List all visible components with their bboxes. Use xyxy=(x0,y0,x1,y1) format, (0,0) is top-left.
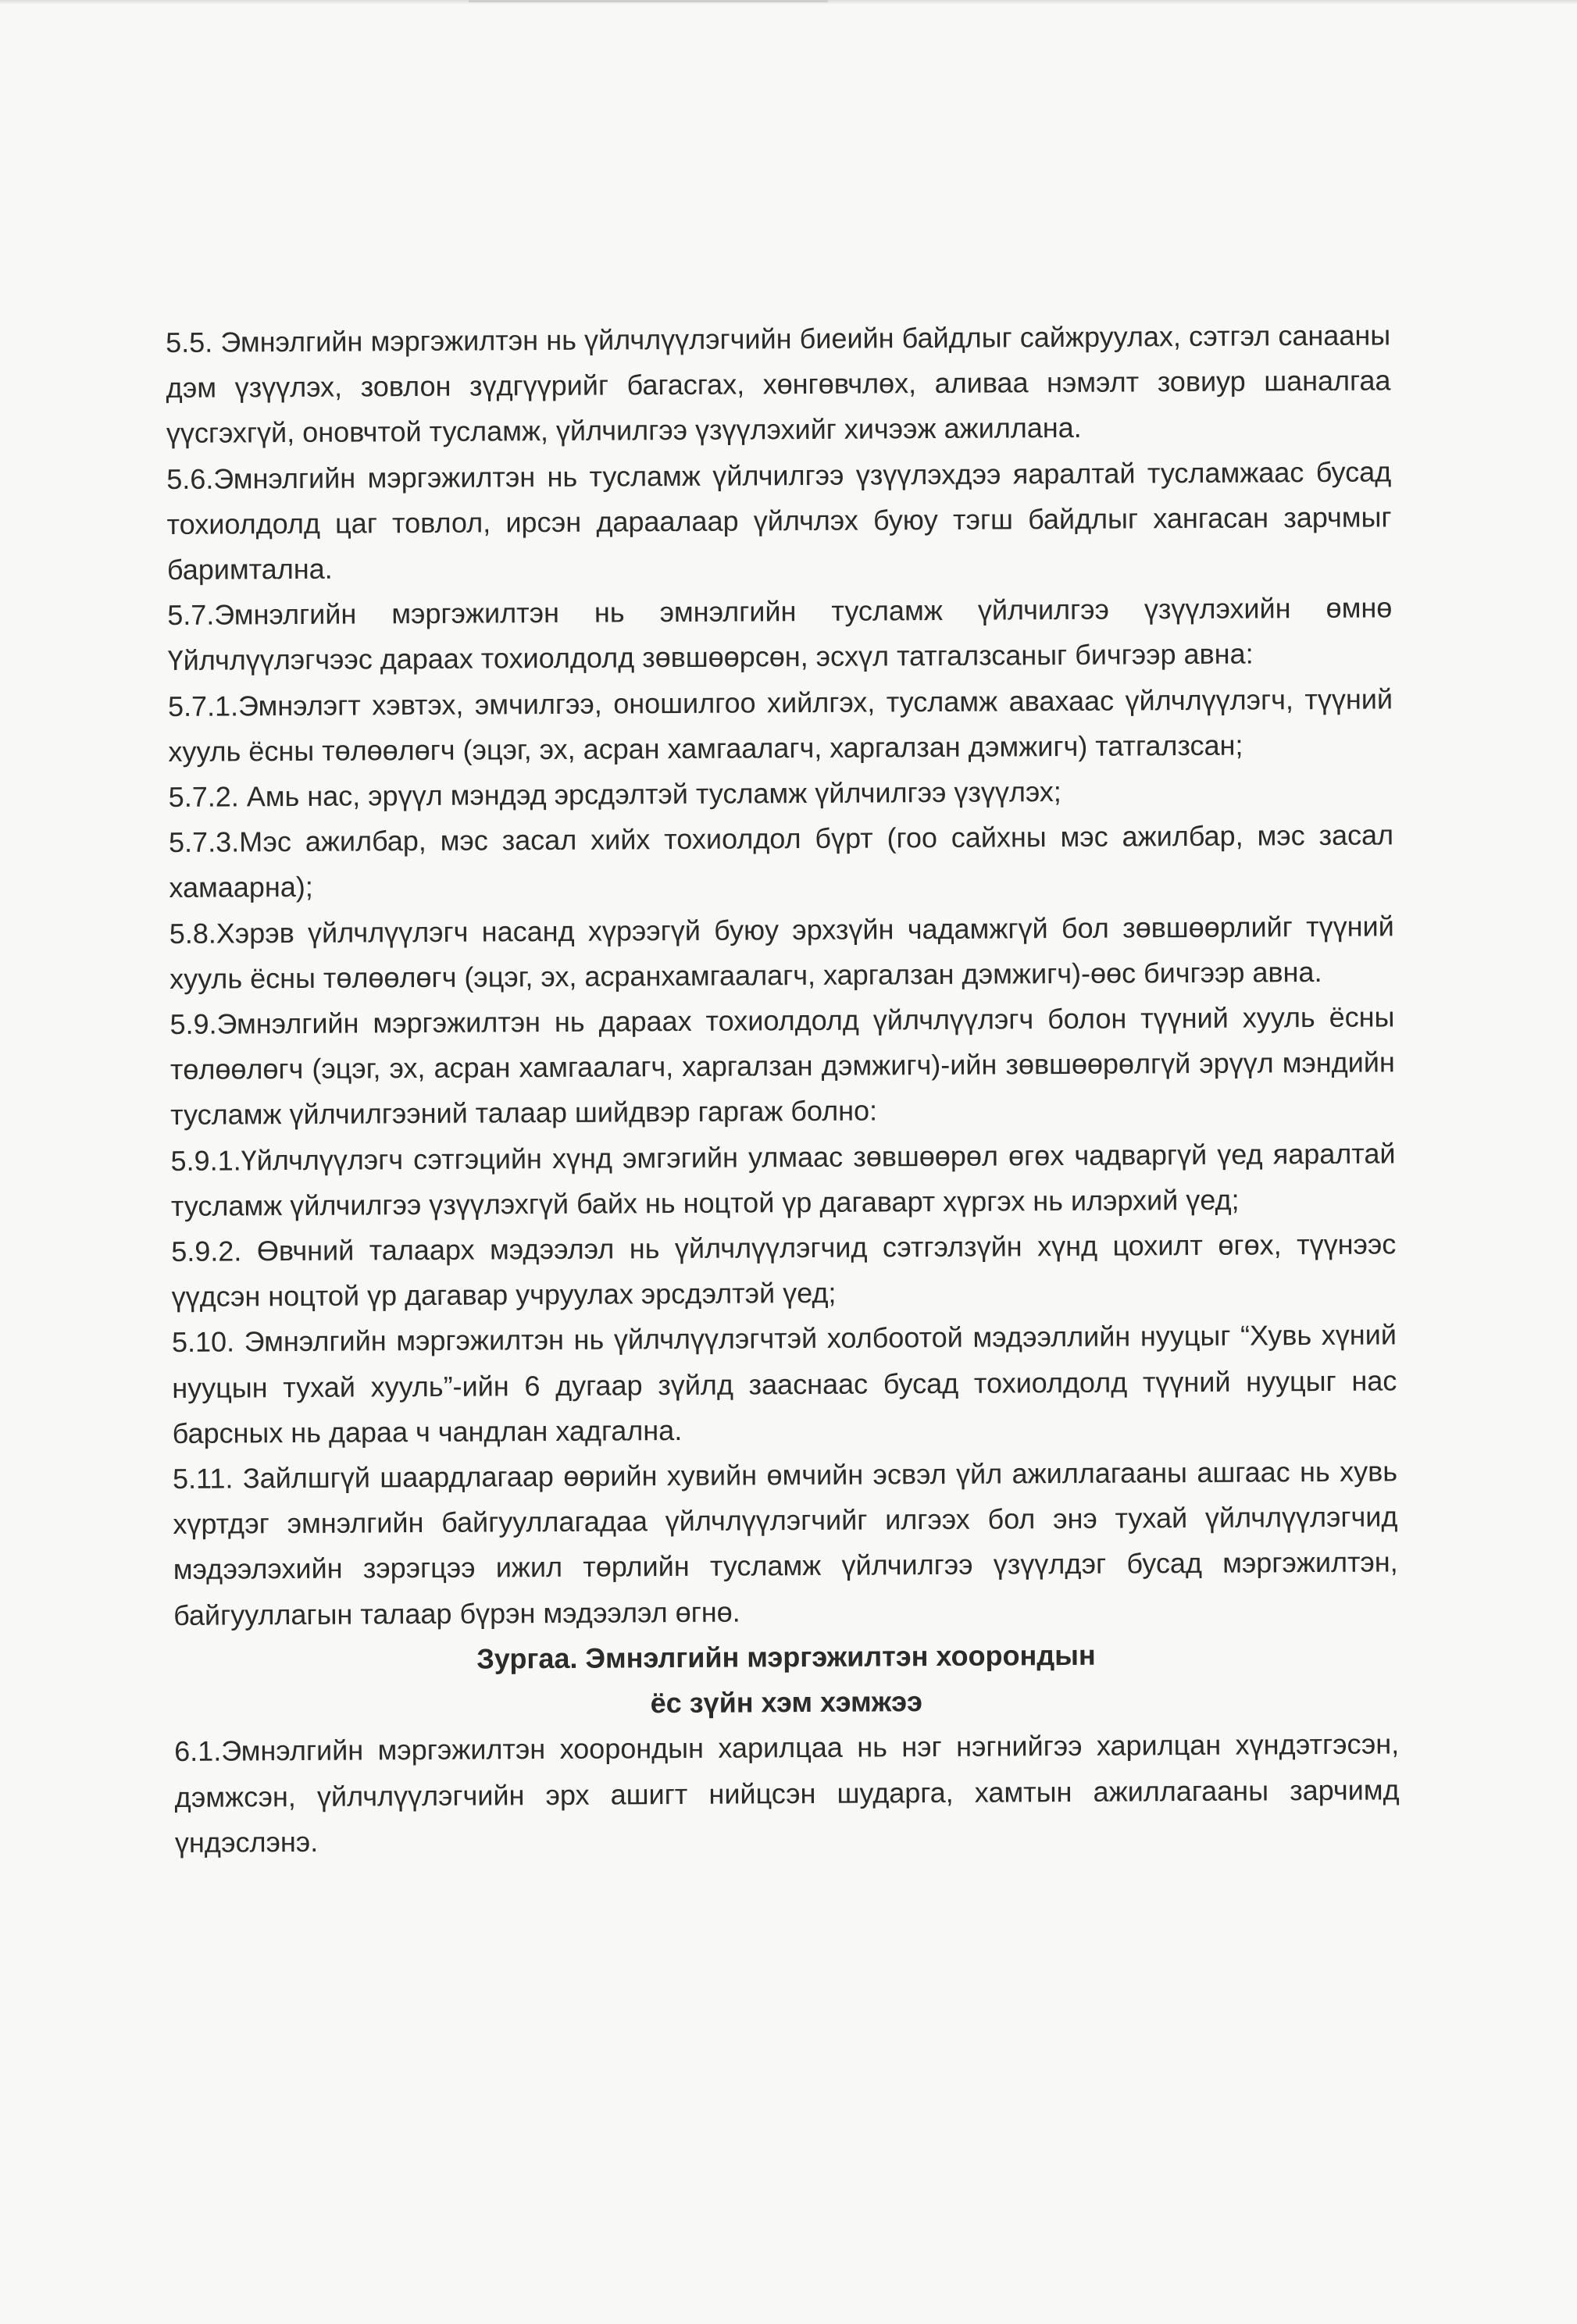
section-heading-line-2: ёс зүйн хэм хэмжээ xyxy=(650,1685,923,1720)
section-heading-line-1: Зургаа. Эмнэлгийн мэргэжилтэн хоорондын xyxy=(476,1638,1096,1675)
scan-top-mark xyxy=(469,0,828,2)
paragraph-5-5: 5.5. Эмнэлгийн мэргэжилтэн нь үйлчлүүлэгчийн биеийн байдлыг сайжруулах, сэтгэл санааны дэм үзүүлэх, зовлон зүдгүүрийг багасгах, хөнгөвчлөх, аливаа нэмэлт зовиур шаналгаа үүсгэхгүй, оновчтой тусламж, үйлчилгээ үзүүлэхийг хичээж ажиллана. xyxy=(166,319,1391,450)
paragraph-5-7: 5.7.Эмнэлгийн мэргэжилтэн нь эмнэлгийн тусламж үйлчилгээ үзүүлэхийн өмнө Үйлчлүүлэгчээс дараах тохиолдолд зөвшөөрсөн, эсхүл татгалзсаныг бичгээр авна: xyxy=(167,591,1393,677)
paragraph-5-9-1: 5.9.1.Үйлчлүүлэгч сэтгэцийн хүнд эмгэгийн улмаас зөвшөөрөл өгөх чадваргүй үед яаралтай тусламж үйлчилгээ үзүүлэхгүй байх нь ноцтой үр дагаварт хүргэх нь илэрхий үед; xyxy=(170,1137,1396,1222)
paragraph-5-10: 5.10. Эмнэлгийн мэргэжилтэн нь үйлчлүүлэгчтэй холбоотой мэдээллийн нууцыг “Хувь хүний нууцын тухай хууль”-ийн 6 дугаар зүйлд зааснаас бусад тохиолдолд түүний нууцыг нас барсных нь дараа ч чандлан хадгална. xyxy=(171,1318,1397,1449)
paragraph-5-9-2: 5.9.2. Өвчний талаарх мэдээлэл нь үйлчлүүлэгчид сэтгэлзүйн хүнд цохилт өгөх, түүнээс үүдсэн ноцтой үр дагавар учруулах эрсдэлтэй үед; xyxy=(171,1228,1397,1313)
paragraph-5-7-2: 5.7.2. Амь нас, эрүүл мэндэд эрсдэлтэй тусламж үйлчилгээ үзүүлэх; xyxy=(168,775,1061,814)
paragraph-5-9: 5.9.Эмнэлгийн мэргэжилтэн нь дараах тохиолдолд үйлчлүүлэгч болон түүний хууль ёсны төлөөлөгч (эцэг, эх, асран хамгаалагч, харгалзан дэмжигч)-ийн зөвшөөрөлгүй эрүүл мэндийн тусламж үйлчилгээний талаар шийдвэр гаргаж болно: xyxy=(169,1000,1395,1132)
paragraph-5-6: 5.6.Эмнэлгийн мэргэжилтэн нь тусламж үйлчилгээ үзүүлэхдээ яаралтай тусламжаас бусад тохиолдолд цаг товлол, ирсэн дараалаар үйлчлэх буюу тэгш байдлыг хангасан зарчмыг баримтална. xyxy=(166,455,1392,586)
paragraph-6-1: 6.1.Эмнэлгийн мэргэжилтэн хоорондын харилцаа нь нэг нэгнийгээ харилцан хүндэтгэсэн, дэмжсэн, үйлчлүүлэгчийн эрх ашигт нийцсэн шударга, хамтын ажиллагааны зарчимд үндэслэнэ. xyxy=(174,1727,1400,1859)
paragraph-5-7-1: 5.7.1.Эмнэлэгт хэвтэх, эмчилгээ, оношилгоо хийлгэх, тусламж авахаас үйлчлүүлэгч, түүний хууль ёсны төлөөлөгч (эцэг, эх, асран хамгаалагч, харгалзан дэмжигч) татгалзсан; xyxy=(167,683,1393,768)
paragraph-5-8: 5.8.Хэрэв үйлчлүүлэгч насанд хүрээгүй буюу эрхзүйн чадамжгүй бол зөвшөөрлийг түүний хууль ёсны төлөөлөгч (эцэг, эх, асранхамгаалагч, харгалзан дэмжигч)-өөс бичгээр авна. xyxy=(169,910,1394,995)
paragraph-5-7-3: 5.7.3.Мэс ажилбар, мэс засал хийх тохиолдол бүрт (гоо сайхны мэс ажилбар, мэс засал хамаарна); xyxy=(168,818,1394,904)
document-body xyxy=(166,312,1400,1865)
paragraph-5-11: 5.11. Зайлшгүй шаардлагаар өөрийн хувийн өмчийн эсвэл үйл ажиллагааны ашгаас нь хувь хүртдэг эмнэлгийн байгууллагадаа үйлчлүүлэгчийг илгээх бол энэ тухай үйлчлүүлэгчид мэдээлэхийн зэрэгцээ ижил төрлийн тусламж үйлчилгээ үзүүлдэг бусад мэргэжилтэн, байгууллагын талаар бүрэн мэдээлэл өгнө. xyxy=(172,1455,1398,1631)
